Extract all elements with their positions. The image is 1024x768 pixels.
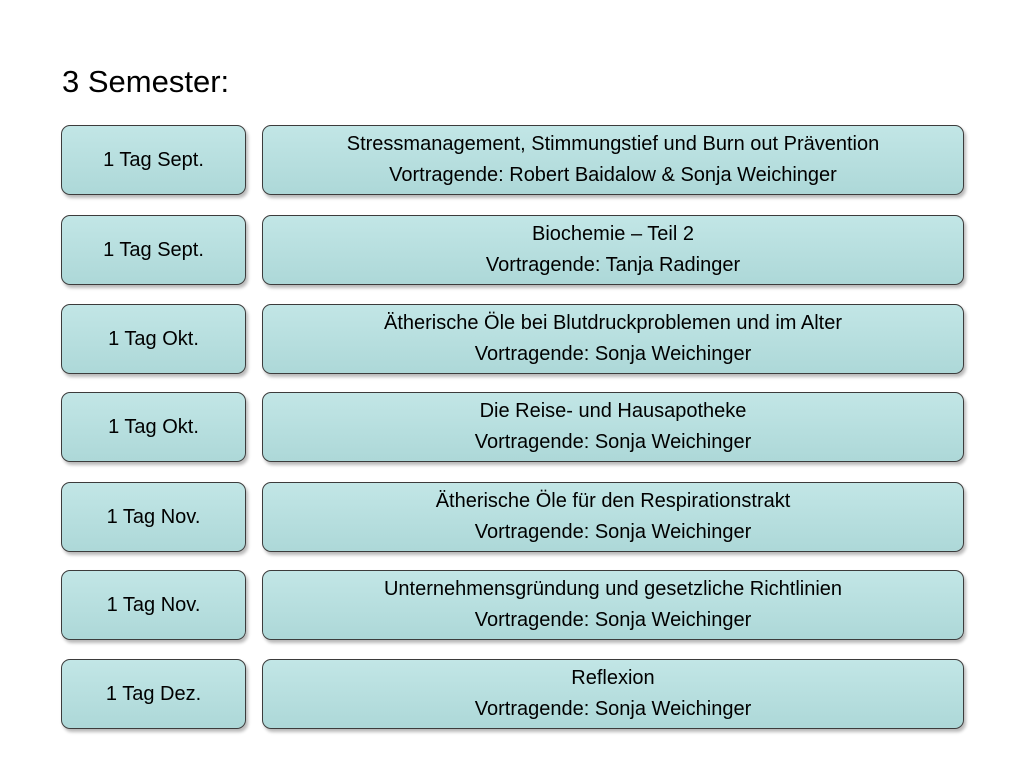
topic-title: Die Reise- und Hausapotheke — [479, 400, 747, 422]
topic-box — [262, 570, 964, 640]
date-box: 1 Tag Nov. — [61, 570, 246, 640]
topic-title: Unternehmensgründung und gesetzliche Richtlinien — [383, 578, 843, 600]
topic-speaker: Vortragende: Sonja Weichinger — [474, 521, 752, 543]
topic-title: Reflexion — [571, 667, 655, 689]
page-title: 3 Semester: — [62, 64, 230, 99]
schedule-row — [0, 659, 1024, 731]
schedule-row — [0, 570, 1024, 642]
topic-title: Stressmanagement, Stimmungstief und Burn out Prävention — [346, 133, 880, 155]
topic-box — [262, 304, 964, 374]
topic-box — [262, 482, 964, 552]
topic-box — [262, 392, 964, 462]
topic-box — [262, 659, 964, 729]
date-box: 1 Tag Dez. — [61, 659, 246, 729]
topic-speaker: Vortragende: Sonja Weichinger — [474, 343, 752, 365]
date-box: 1 Tag Sept. — [61, 215, 246, 285]
topic-speaker: Vortragende: Sonja Weichinger — [474, 609, 752, 631]
schedule-row — [0, 125, 1024, 197]
schedule-row — [0, 215, 1024, 287]
topic-speaker: Vortragende: Sonja Weichinger — [474, 698, 752, 720]
topic-speaker: Vortragende: Tanja Radinger — [485, 254, 741, 276]
schedule-row — [0, 392, 1024, 464]
schedule-row — [0, 304, 1024, 376]
topic-speaker: Vortragende: Robert Baidalow & Sonja Weichinger — [389, 164, 837, 186]
date-box: 1 Tag Sept. — [61, 125, 246, 195]
date-box: 1 Tag Nov. — [61, 482, 246, 552]
topic-speaker: Vortragende: Sonja Weichinger — [474, 431, 752, 453]
topic-box — [262, 215, 964, 285]
date-box: 1 Tag Okt. — [61, 304, 246, 374]
topic-title: Biochemie – Teil 2 — [532, 223, 694, 245]
topic-box — [262, 125, 964, 195]
topic-title: Ätherische Öle für den Respirationstrakt — [435, 490, 791, 512]
date-box: 1 Tag Okt. — [61, 392, 246, 462]
schedule-row — [0, 482, 1024, 554]
topic-title: Ätherische Öle bei Blutdruckproblemen und im Alter — [383, 312, 842, 334]
